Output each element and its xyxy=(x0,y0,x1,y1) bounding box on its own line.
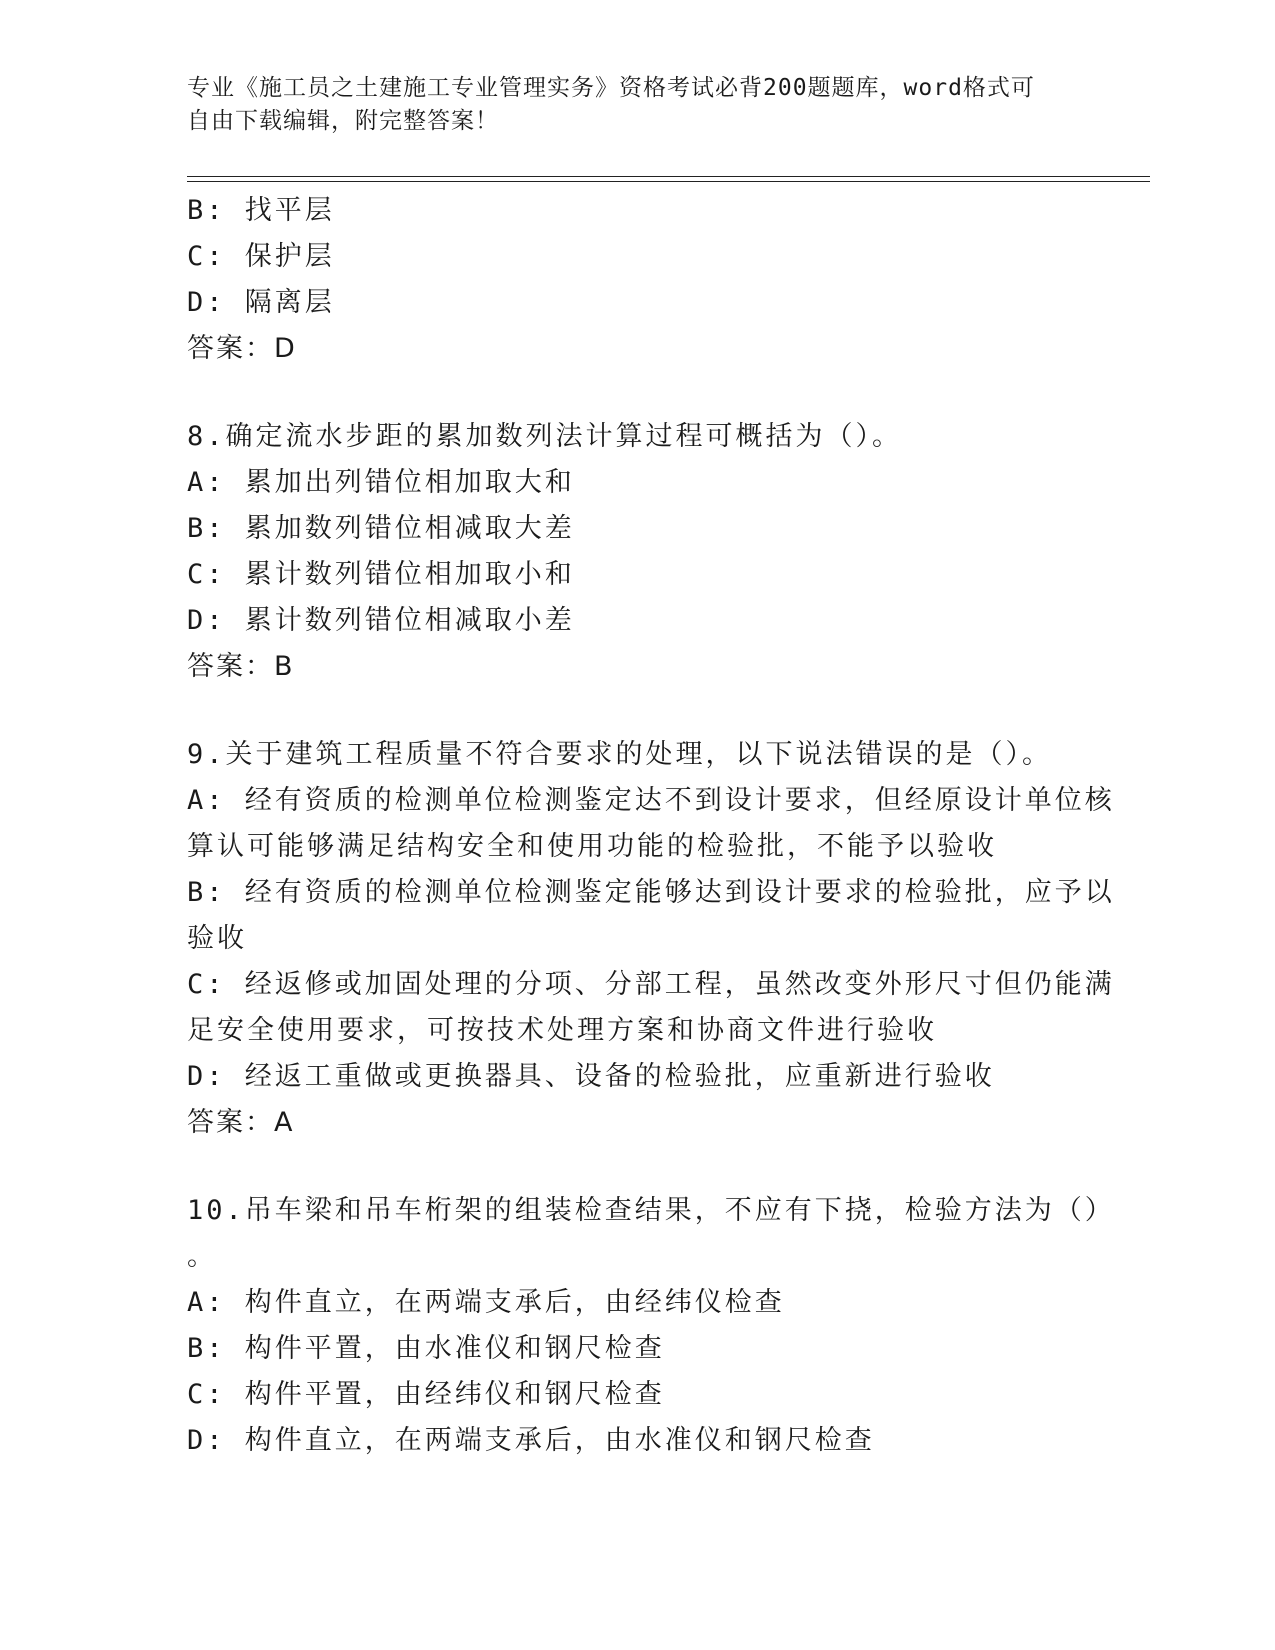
question-9 xyxy=(187,732,1115,1146)
option-b-line-1: B: 经有资质的检测单位检测鉴定能够达到设计要求的检验批，应予以 xyxy=(187,877,1115,908)
option-d: D: 隔离层 xyxy=(187,287,335,318)
question-title: 9.关于建筑工程质量不符合要求的处理，以下说法错误的是（）。 xyxy=(187,739,1053,770)
option-a-line-1: A: 经有资质的检测单位检测鉴定达不到设计要求，但经原设计单位核 xyxy=(187,785,1115,816)
option-c-line-2: 足安全使用要求，可按技术处理方案和协商文件进行验收 xyxy=(187,1015,937,1046)
question-title-line-2: 。 xyxy=(187,1241,217,1272)
question-8 xyxy=(187,414,1087,690)
answer: 答案：B xyxy=(187,651,295,682)
answer: 答案：A xyxy=(187,1107,295,1138)
option-b: B: 累加数列错位相减取大差 xyxy=(187,513,575,544)
question-7 xyxy=(187,188,1087,372)
header-rule-bottom xyxy=(187,181,1150,182)
question-10 xyxy=(187,1188,1115,1464)
option-a-line-2: 算认可能够满足结构安全和使用功能的检验批，不能予以验收 xyxy=(187,831,997,862)
question-title-line-1: 10.吊车梁和吊车桁架的组装检查结果，不应有下挠，检验方法为（） xyxy=(187,1195,1115,1226)
option-c: C: 构件平置，由经纬仪和钢尺检查 xyxy=(187,1379,665,1410)
document-body xyxy=(187,188,1115,1464)
option-b-line-2: 验收 xyxy=(187,923,247,954)
option-b: B: 构件平置，由水准仪和钢尺检查 xyxy=(187,1333,665,1364)
spacer xyxy=(187,372,1087,414)
answer: 答案：D xyxy=(187,333,297,364)
document-header xyxy=(187,72,1067,138)
option-a: A: 累加出列错位相加取大和 xyxy=(187,467,575,498)
header-line-2: 自由下载编辑，附完整答案！ xyxy=(187,108,499,134)
option-c: C: 保护层 xyxy=(187,241,335,272)
option-b: B: 找平层 xyxy=(187,195,335,226)
option-d-line-1: D: 经返工重做或更换器具、设备的检验批，应重新进行验收 xyxy=(187,1061,995,1092)
option-a: A: 构件直立，在两端支承后，由经纬仪检查 xyxy=(187,1287,785,1318)
option-c-line-1: C: 经返修或加固处理的分项、分部工程，虽然改变外形尺寸但仍能满 xyxy=(187,969,1115,1000)
header-line-1: 专业《施工员之土建施工专业管理实务》资格考试必背200题题库，word格式可 xyxy=(187,75,1035,101)
option-c: C: 累计数列错位相加取小和 xyxy=(187,559,575,590)
option-d: D: 构件直立，在两端支承后，由水准仪和钢尺检查 xyxy=(187,1425,875,1456)
spacer xyxy=(187,690,1087,732)
spacer xyxy=(187,1146,1087,1188)
option-d: D: 累计数列错位相减取小差 xyxy=(187,605,575,636)
question-title: 8.确定流水步距的累加数列法计算过程可概括为（）。 xyxy=(187,421,903,452)
header-rule-top xyxy=(187,176,1150,177)
